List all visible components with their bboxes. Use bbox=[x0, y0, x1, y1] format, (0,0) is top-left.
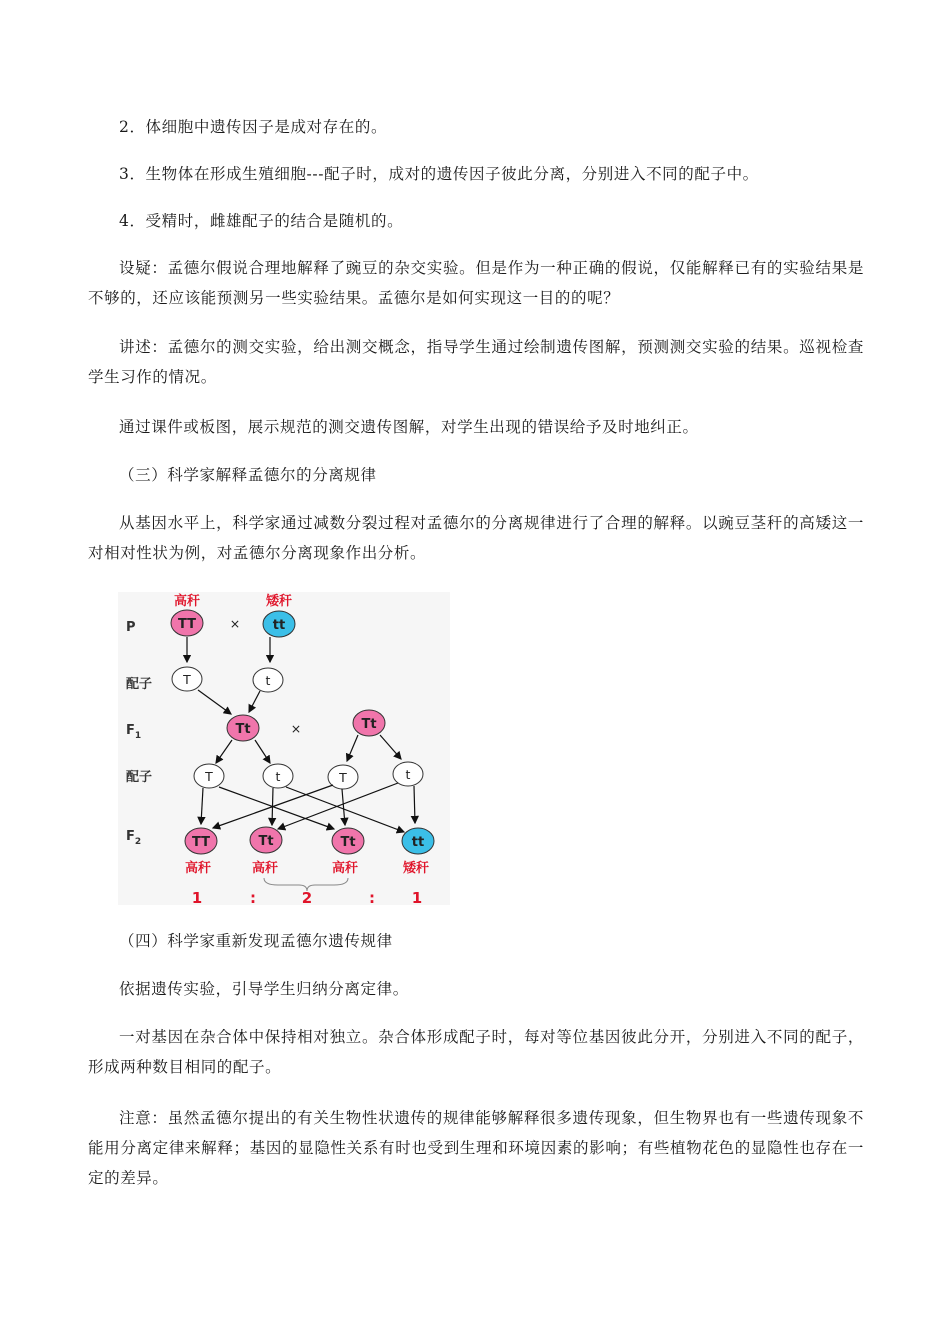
paragraph-question: 设疑：孟德尔假说合理地解释了豌豆的杂交实验。但是作为一种正确的假说，仅能解释已有的实验结果是不够的，还应该能预测另一些实验结果。孟德尔是如何实现这一目的的呢？ bbox=[88, 259, 864, 307]
f1-gamete-1: T bbox=[205, 769, 213, 784]
paragraph-induction: 依据遗传实验，引导学生归纳分离定律。 bbox=[119, 980, 409, 998]
f1-left-genotype: Tt bbox=[235, 722, 251, 737]
p-right-genotype: tt bbox=[272, 618, 286, 633]
row-label-f2: $F_2$ bbox=[126, 829, 142, 847]
ratio-value-2: 2 bbox=[301, 889, 313, 905]
f2-phenotype-3: 高秆 bbox=[331, 861, 359, 876]
ratio-separator-1: : bbox=[250, 889, 256, 905]
f1-right-genotype: Tt bbox=[361, 717, 377, 732]
f2-genotype-2: Tt bbox=[258, 834, 274, 849]
f1-gamete-4: t bbox=[405, 767, 411, 782]
f2-phenotype-2: 高秆 bbox=[251, 861, 279, 876]
row-label-gamete-2: 配子 bbox=[126, 770, 153, 785]
testcross-genetic-diagram bbox=[118, 592, 450, 905]
ratio-value-3: 1 bbox=[411, 889, 423, 905]
f1-gamete-2: t bbox=[275, 769, 281, 784]
p-gamete-1: T bbox=[183, 672, 191, 687]
row-label-f1: $F_1$ bbox=[126, 723, 142, 741]
p-gamete-2: t bbox=[265, 673, 271, 688]
ratio-value-1: 1 bbox=[191, 889, 203, 905]
paragraph-note: 注意：虽然孟德尔提出的有关生物性状遗传的规律能够解释很多遗传现象，但生物界也有一些遗传现象不能用分离定律来解释；基因的显隐性关系有时也受到生理和环境因素的影响；有些植物花色的显隐性也存在一定的差异。 bbox=[88, 1109, 864, 1187]
f2-phenotype-1: 高秆 bbox=[184, 861, 212, 876]
paragraph-segregation-law: 一对基因在杂合体中保持相对独立。杂合体形成配子时，每对等位基因彼此分开，分别进入不同的配子，形成两种数目相同的配子。 bbox=[88, 1028, 864, 1076]
paragraph-lecture: 讲述：孟德尔的测交实验，给出测交概念，指导学生通过绘制遗传图解，预测测交实验的结果。巡视检查学生习作的情况。 bbox=[88, 338, 864, 386]
f1-gamete-3: T bbox=[339, 770, 347, 785]
p-left-genotype: TT bbox=[177, 617, 197, 632]
paragraph-gene-level: 从基因水平上，科学家通过减数分裂过程对孟德尔的分离规律进行了合理的解释。以豌豆茎秆的高矮这一对相对性状为例，对孟德尔分离现象作出分析。 bbox=[88, 514, 864, 562]
paragraph-point-4: 4．受精时，雌雄配子的结合是随机的。 bbox=[119, 212, 404, 230]
f2-phenotype-4: 矮秆 bbox=[402, 861, 430, 876]
paragraph-courseware: 通过课件或板图，展示规范的测交遗传图解，对学生出现的错误给予及时地纠正。 bbox=[119, 418, 699, 436]
f2-genotype-1: TT bbox=[191, 835, 211, 850]
section-heading-3: （三）科学家解释孟德尔的分离规律 bbox=[119, 466, 377, 484]
section-heading-4: （四）科学家重新发现孟德尔遗传规律 bbox=[119, 932, 393, 950]
f2-genotype-4: tt bbox=[411, 835, 425, 850]
p-cross-symbol: × bbox=[229, 616, 241, 631]
row-label-gamete-1: 配子 bbox=[126, 677, 153, 692]
f2-genotype-3: Tt bbox=[340, 835, 356, 850]
p-left-phenotype-label: 高秆 bbox=[173, 594, 201, 609]
p-right-phenotype-label: 矮秆 bbox=[265, 594, 293, 609]
paragraph-point-2: 2．体细胞中遗传因子是成对存在的。 bbox=[119, 118, 388, 136]
ratio-separator-2: : bbox=[369, 889, 375, 905]
paragraph-point-3: 3．生物体在形成生殖细胞---配子时，成对的遗传因子彼此分离，分别进入不同的配子中。 bbox=[119, 165, 759, 183]
row-label-p: P bbox=[126, 620, 136, 635]
f1-cross-symbol: × bbox=[290, 721, 302, 736]
